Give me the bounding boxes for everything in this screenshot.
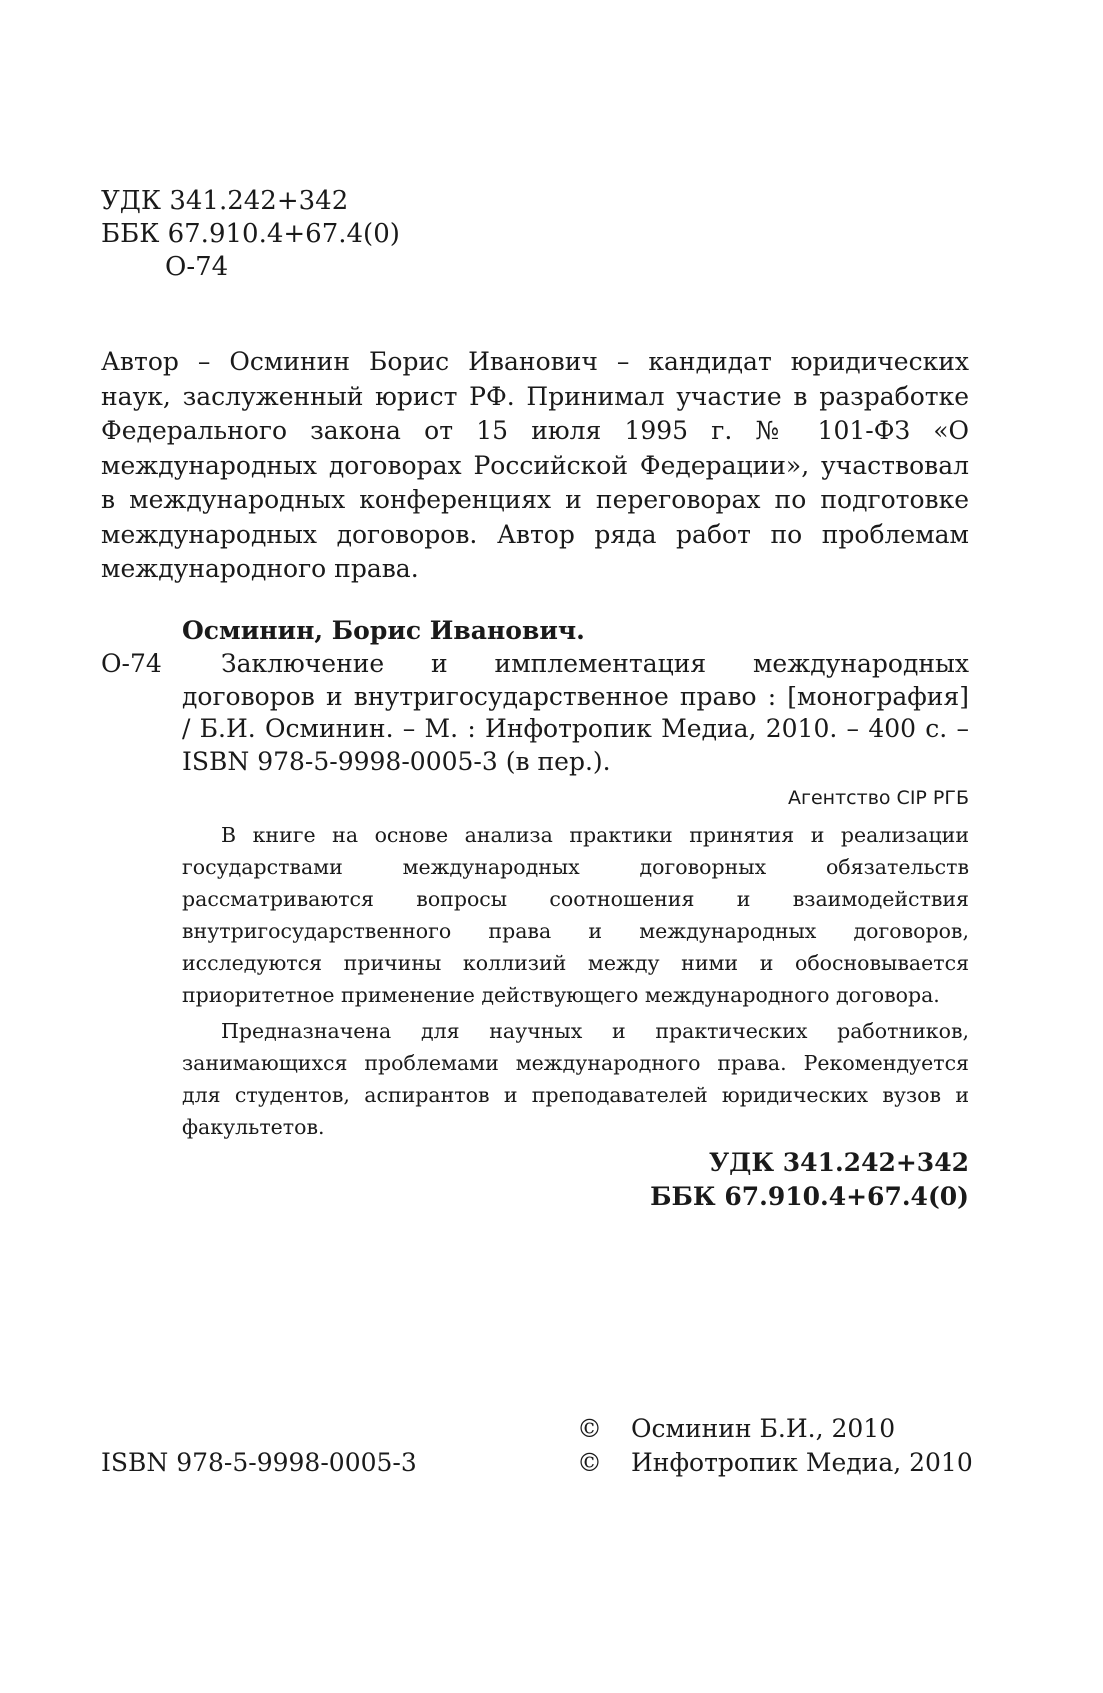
record-author-mark: О-74 (101, 649, 162, 678)
record-heading: Осминин, Борис Иванович. (182, 616, 585, 645)
author-note: Автор – Осминин Борис Иванович – кандидат юридических наук, заслуженный юрист РФ. Принимал участие в разработке Федерального закона от 15 июля 1995 г. № 101-ФЗ «О международных договорах Российской Федерации», участвовал в международных конференциях и переговорах по подготовке международных договоров. Автор ряда работ по проблемам международного права. (101, 347, 969, 583)
copyright-line (577, 1412, 973, 1446)
udk-code: УДК 341.242+342 (708, 1148, 969, 1177)
copyright-holder: Осминин Б.И., 2010 (631, 1414, 896, 1443)
copyright-line (577, 1446, 973, 1480)
bbk-code: ББК 67.910.4+67.4(0) (101, 219, 400, 249)
bbk-code: ББК 67.910.4+67.4(0) (650, 1182, 969, 1211)
classification-block-top (101, 185, 400, 284)
catalog-record (101, 614, 969, 778)
copyright-notices (577, 1412, 973, 1480)
udk-code: УДК 341.242+342 (101, 186, 349, 216)
record-body (101, 648, 969, 778)
cip-agency: Агентство CIP РГБ (788, 787, 969, 809)
annotation-paragraph: В книге на основе анализа практики принятия и реализации государствами международных договорных обязательств рассматриваются вопросы соотношения и взаимодействия внутригосударственного права и международных договоров, исследуются причины коллизий между ними и обосновывается приоритетное применение действующего международного договора. (182, 823, 969, 1007)
annotation-paragraph: Предназначена для научных и практических работников, занимающихся проблемами международного права. Рекомендуется для студентов, аспирантов и преподавателей юридических вузов и факультетов. (182, 1019, 969, 1139)
copyright-symbol: © (577, 1448, 602, 1477)
copyright-symbol: © (577, 1414, 602, 1443)
copyright-holder: Инфотропик Медиа, 2010 (631, 1448, 973, 1477)
author-mark: О-74 (165, 252, 229, 282)
annotation (182, 819, 969, 1147)
classification-block-bottom (650, 1146, 969, 1214)
isbn: ISBN 978-5-9998-0005-3 (101, 1448, 417, 1477)
record-description: Заключение и имплементация международных договоров и внутригосударственное право : [монография] / Б.И. Осминин. – М. : Инфотропик Медиа, 2010. – 400 с. – ISBN 978-5-9998-0005-3 (в пер.). (182, 649, 969, 776)
